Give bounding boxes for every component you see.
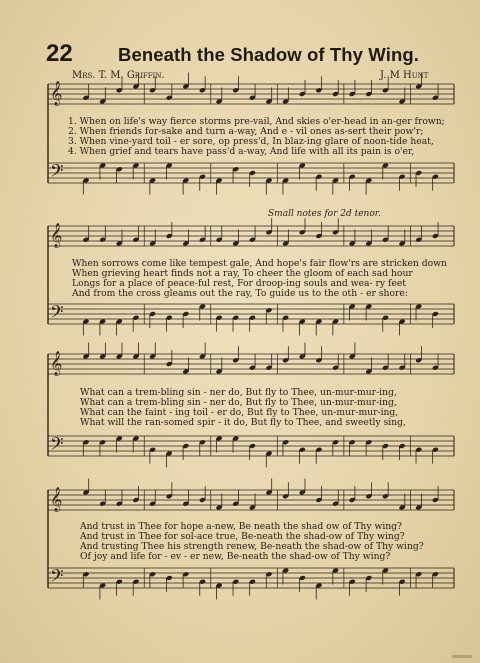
bass-clef: 𝄢 bbox=[50, 566, 64, 590]
lyric-line: 3. When vine-yard toil - er sore, op press'd, In blaz-ing glare of noon-tide heat, bbox=[68, 136, 434, 147]
treble-clef: 𝄞 bbox=[50, 81, 63, 105]
lyric-line: And from the cross gleams out the ray, To guide us to the oth - er shore: bbox=[72, 288, 408, 299]
bass-clef: 𝄢 bbox=[50, 161, 64, 185]
bass-clef: 𝄢 bbox=[50, 434, 64, 458]
lyric-line: 4. When grief and tears have pass'd a-way, And life with all its pain is o'er, bbox=[68, 146, 415, 157]
lyricist-credit: Mrs. T. M. Griffin. bbox=[72, 70, 165, 81]
lyric-line: Longs for a place of peace-ful rest, For droop-ing souls and wea- ry feet bbox=[72, 278, 406, 289]
composer-credit: J. M Hunt bbox=[380, 70, 429, 81]
lyric-line: What can a trem-bling sin - ner do, But fly to Thee, un-mur-mur-ing, bbox=[80, 387, 397, 398]
treble-clef: 𝄞 bbox=[50, 223, 63, 247]
page-edge-mark bbox=[452, 655, 472, 658]
lyric-line: And trust in Thee for hope a-new, Be neath the shad ow of Thy wing? bbox=[80, 521, 402, 532]
lyric-line: When sorrows come like tempest gale, And hope's fair flow'rs are stricken down bbox=[72, 258, 447, 269]
lyric-line: Of joy and life for - ev - er new, Be-neath the shad-ow of Thy wing? bbox=[80, 551, 391, 562]
lyric-line: What can the faint - ing toil - er do, But fly to Thee, un-mur-mur-ing, bbox=[80, 407, 399, 418]
lyric-line: When grieving heart finds not a ray, To cheer the gloom of each sad hour bbox=[72, 268, 413, 279]
bass-clef: 𝄢 bbox=[50, 302, 64, 326]
lyric-line: And trust in Thee for sol-ace true, Be-neath the shad-ow of Thy wing? bbox=[80, 531, 405, 542]
lyric-line: What will the ran-somed spir - it do, But fly to Thee, and sweetly sing, bbox=[80, 417, 406, 428]
hymn-title: Beneath the Shadow of Thy Wing. bbox=[118, 44, 419, 65]
tenor-note: Small notes for 2d tenor. bbox=[268, 209, 381, 219]
lyric-line: 2. When friends for-sake and turn a-way, And e - vil ones as-sert their pow'r; bbox=[68, 126, 424, 137]
treble-clef: 𝄞 bbox=[50, 487, 63, 511]
hymn-number: 22 bbox=[46, 40, 73, 67]
treble-clef: 𝄞 bbox=[50, 351, 63, 375]
lyric-line: And trusting Thee his strength renew, Be-neath the shad-ow of Thy wing? bbox=[80, 541, 424, 552]
lyric-line: 1. When on life's way fierce storms pre-vail, And skies o'er-head in an-ger frown; bbox=[68, 116, 445, 127]
lyric-line: What can a trem-bling sin - ner do, But fly to Thee, un-mur-mur-ing, bbox=[80, 397, 397, 408]
